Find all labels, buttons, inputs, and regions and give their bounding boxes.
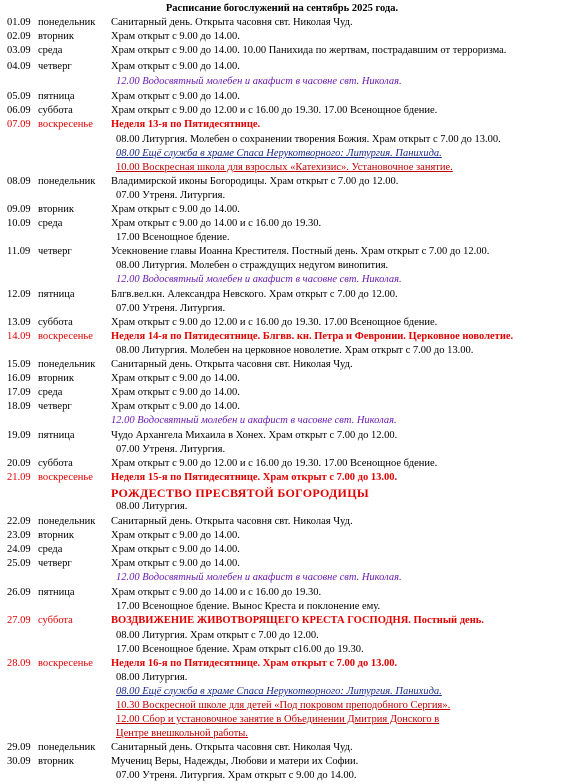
row-text: Санитарный день. Открыта часовня свт. Николая Чуд. — [111, 516, 353, 527]
schedule-row — [0, 288, 564, 302]
row-text: 08.00 Литургия. — [116, 501, 188, 512]
row-text: 07.00 Утреня. Литургия. — [116, 303, 226, 314]
schedule-row — [0, 671, 564, 685]
row-date: 08.09 — [7, 176, 31, 187]
row-text: 08.00 Литургия. Молебен на церковное новолетие. Храм открыт с 7.00 до 13.00. — [116, 345, 474, 356]
row-text: Храм открыт с 9.00 до 14.00. — [111, 530, 240, 541]
row-text: 10.00 Воскресная школа для взрослых «Катехизис». Установочное занятие. — [116, 162, 453, 173]
row-date: 30.09 — [7, 756, 31, 767]
row-date: 27.09 — [7, 615, 31, 626]
schedule-row — [0, 133, 564, 147]
schedule-row — [0, 386, 564, 400]
row-day: четверг — [38, 558, 72, 569]
row-day: вторник — [38, 204, 74, 215]
schedule-row — [0, 161, 564, 175]
schedule-row — [0, 643, 564, 657]
row-text: Санитарный день. Открыта часовня свт. Николая Чуд. — [111, 359, 353, 370]
schedule-row — [0, 543, 564, 557]
row-text: 12.00 Водосвятный молебен и акафист в часовне свт. Николая. — [116, 274, 402, 285]
row-date: 07.09 — [7, 119, 31, 130]
schedule-row — [0, 414, 564, 428]
row-day: среда — [38, 218, 63, 229]
row-text: 08.00 Ещё служба в храме Спаса Нерукотворного: Литургия. Панихида. — [116, 148, 442, 159]
row-text: Неделя 13-я по Пятидесятнице. — [111, 119, 261, 130]
row-text: Санитарный день. Открыта часовня свт. Николая Чуд. — [111, 17, 353, 28]
schedule-row — [0, 330, 564, 344]
row-text: 07.00 Утреня. Литургия. — [116, 444, 226, 455]
schedule-row — [0, 217, 564, 231]
row-day: понедельник — [38, 516, 96, 527]
row-text: 08.00 Литургия. Молебен о страждущих недугом винопития. — [116, 260, 389, 271]
row-text: 08.00 Ещё служба в храме Спаса Нерукотворного: Литургия. Панихида. — [116, 686, 442, 697]
schedule-row — [0, 529, 564, 543]
row-date: 28.09 — [7, 658, 31, 669]
row-text: Владимирской иконы Богородицы. Храм открыт с 7.00 до 12.00. — [111, 176, 399, 187]
schedule-row — [0, 400, 564, 414]
row-day: суббота — [38, 105, 73, 116]
row-text: Неделя 15-я по Пятидесятнице. Храм открыт с 7.00 до 13.00. — [111, 472, 398, 483]
row-date: 02.09 — [7, 31, 31, 42]
row-text: Усекновение главы Иоанна Крестителя. Постный день. Храм открыт с 7.00 до 12.00. — [111, 246, 490, 257]
schedule-row — [0, 685, 564, 699]
row-day: четверг — [38, 401, 72, 412]
row-day: понедельник — [38, 17, 96, 28]
row-text: 12.00 Водосвятный молебен и акафист в часовне свт. Николая. — [116, 572, 402, 583]
row-text: Храм открыт с 9.00 до 14.00. — [111, 61, 240, 72]
row-day: вторник — [38, 530, 74, 541]
schedule-row — [0, 372, 564, 386]
row-text: 07.00 Утреня. Литургия. Храм открыт с 9.00 до 14.00. — [116, 770, 357, 781]
schedule-row — [0, 486, 564, 500]
schedule-row — [0, 147, 564, 161]
row-date: 26.09 — [7, 587, 31, 598]
schedule-row — [0, 500, 564, 514]
row-text: Храм открыт с 9.00 до 12.00 и с 16.00 до 19.30. 17.00 Всенощное бдение. — [111, 458, 438, 469]
row-text: 17.00 Всенощное бдение. Вынос Креста и поклонение ему. — [116, 601, 381, 612]
row-date: 14.09 — [7, 331, 31, 342]
schedule-row — [0, 657, 564, 671]
row-day: среда — [38, 544, 63, 555]
row-date: 23.09 — [7, 530, 31, 541]
schedule-row — [0, 358, 564, 372]
schedule-row — [0, 629, 564, 643]
schedule-row — [0, 302, 564, 316]
row-date: 06.09 — [7, 105, 31, 116]
row-date: 12.09 — [7, 289, 31, 300]
row-text: Неделя 14-я по Пятидесятнице. Блгвв. кн. Петра и Февронии. Церковное новолетие. — [111, 331, 514, 342]
row-text: 12.00 Водосвятный молебен и акафист в часовне свт. Николая. — [111, 415, 397, 426]
schedule-row — [0, 259, 564, 273]
row-text: Храм открыт с 9.00 до 14.00 и с 16.00 до 19.30. — [111, 218, 322, 229]
row-date: 25.09 — [7, 558, 31, 569]
row-text: Храм открыт с 9.00 до 12.00 и с 16.00 до 19.30. 17.00 Всенощное бдение. — [111, 105, 438, 116]
schedule-row — [0, 44, 564, 58]
row-date: 19.09 — [7, 430, 31, 441]
row-text: Храм открыт с 9.00 до 14.00. — [111, 31, 240, 42]
schedule-row — [0, 344, 564, 358]
row-day: пятница — [38, 91, 75, 102]
schedule-row — [0, 203, 564, 217]
row-day: вторник — [38, 756, 74, 767]
row-day: четверг — [38, 61, 72, 72]
schedule-row — [0, 175, 564, 189]
schedule-row — [0, 614, 564, 628]
row-text: Храм открыт с 9.00 до 14.00. — [111, 558, 240, 569]
row-date: 03.09 — [7, 45, 31, 56]
row-date: 24.09 — [7, 544, 31, 555]
row-text: Блгв.вел.кн. Александра Невского. Храм открыт с 7.00 до 12.00. — [111, 289, 398, 300]
schedule-row — [0, 699, 564, 713]
row-text: Храм открыт с 9.00 до 14.00. — [111, 373, 240, 384]
row-text: Храм открыт с 9.00 до 12.00 и с 16.00 до 19.30. 17.00 Всенощное бдение. — [111, 317, 438, 328]
row-date: 22.09 — [7, 516, 31, 527]
row-date: 11.09 — [7, 246, 31, 257]
row-date: 20.09 — [7, 458, 31, 469]
schedule-row — [0, 118, 564, 132]
schedule-row — [0, 104, 564, 118]
row-date: 29.09 — [7, 742, 31, 753]
row-day: пятница — [38, 289, 75, 300]
row-date: 17.09 — [7, 387, 31, 398]
schedule-row — [0, 60, 564, 74]
row-day: понедельник — [38, 742, 96, 753]
row-date: 01.09 — [7, 17, 31, 28]
row-day: воскресенье — [38, 472, 93, 483]
schedule-row — [0, 316, 564, 330]
row-day: понедельник — [38, 176, 96, 187]
row-date: 09.09 — [7, 204, 31, 215]
schedule-row — [0, 429, 564, 443]
schedule-row — [0, 443, 564, 457]
row-text: 08.00 Литургия. — [116, 672, 188, 683]
row-date: 15.09 — [7, 359, 31, 370]
row-text: РОЖДЕСТВО ПРЕСВЯТОЙ БОГОРОДИЦЫ — [111, 486, 369, 500]
row-day: суббота — [38, 615, 73, 626]
row-date: 10.09 — [7, 218, 31, 229]
schedule-row — [0, 586, 564, 600]
row-date: 05.09 — [7, 91, 31, 102]
schedule-row — [0, 515, 564, 529]
row-day: воскресенье — [38, 658, 93, 669]
row-date: 04.09 — [7, 61, 31, 72]
row-text: Неделя 16-я по Пятидесятнице. Храм открыт с 7.00 до 13.00. — [111, 658, 398, 669]
row-day: воскресенье — [38, 119, 93, 130]
schedule-row — [0, 273, 564, 287]
schedule-row — [0, 16, 564, 30]
row-day: вторник — [38, 373, 74, 384]
row-text: Храм открыт с 9.00 до 14.00. — [111, 91, 240, 102]
schedule-row — [0, 457, 564, 471]
schedule-row — [0, 30, 564, 44]
row-day: пятница — [38, 587, 75, 598]
row-date: 21.09 — [7, 472, 31, 483]
row-text: 10.30 Воскресной школе для детей «Под покровом преподобного Сергия». — [116, 700, 451, 711]
row-day: воскресенье — [38, 331, 93, 342]
row-text: Храм открыт с 9.00 до 14.00. — [111, 401, 240, 412]
schedule-row — [0, 471, 564, 485]
row-day: суббота — [38, 458, 73, 469]
schedule-row — [0, 189, 564, 203]
row-text: Храм открыт с 9.00 до 14.00. — [111, 544, 240, 555]
row-text: 07.00 Утреня. Литургия. — [116, 190, 226, 201]
row-text: Храм открыт с 9.00 до 14.00. 10.00 Панихида по жертвам, пострадавшим от терроризма. — [111, 45, 507, 56]
schedule-row — [0, 713, 564, 727]
row-text: Чудо Архангела Михаила в Хонех. Храм открыт с 7.00 до 12.00. — [111, 430, 398, 441]
row-day: среда — [38, 45, 63, 56]
schedule-row — [0, 231, 564, 245]
row-text: Храм открыт с 9.00 до 14.00. — [111, 387, 240, 398]
row-date: 13.09 — [7, 317, 31, 328]
row-text: 17.00 Всенощное бдение. — [116, 232, 230, 243]
row-text: ВОЗДВИЖЕНИЕ ЖИВОТВОРЯЩЕГО КРЕСТА ГОСПОДНЯ. Постный день. — [111, 615, 484, 626]
document-title: Расписание богослужений на сентябрь 2025 года. — [165, 3, 399, 14]
row-text: Храм открыт с 9.00 до 14.00. — [111, 204, 240, 215]
schedule-row — [0, 90, 564, 104]
row-date: 16.09 — [7, 373, 31, 384]
row-text: Санитарный день. Открыта часовня свт. Николая Чуд. — [111, 742, 353, 753]
row-day: вторник — [38, 31, 74, 42]
schedule-row — [0, 571, 564, 585]
schedule-row — [0, 557, 564, 571]
row-text: Центре внешкольной работы. — [116, 728, 248, 739]
row-text: 12.00 Водосвятный молебен и акафист в часовне свт. Николая. — [116, 76, 402, 87]
row-day: среда — [38, 387, 63, 398]
row-text: 08.00 Литургия. Храм открыт с 7.00 до 12.00. — [116, 630, 319, 641]
schedule-row — [0, 245, 564, 259]
row-text: Храм открыт с 9.00 до 14.00 и с 16.00 до 19.30. — [111, 587, 322, 598]
row-day: четверг — [38, 246, 72, 257]
row-text: 12.00 Сбор и установочное занятие в Объединении Дмитрия Донского в — [116, 714, 440, 725]
schedule-row — [0, 741, 564, 755]
schedule-row — [0, 75, 564, 89]
schedule-row — [0, 769, 564, 783]
schedule-row — [0, 600, 564, 614]
schedule-row — [0, 755, 564, 769]
row-text: 17.00 Всенощное бдение. Храм открыт с16.00 до 19.30. — [116, 644, 364, 655]
row-day: понедельник — [38, 359, 96, 370]
schedule-row — [0, 727, 564, 741]
row-date: 18.09 — [7, 401, 31, 412]
row-day: пятница — [38, 430, 75, 441]
row-day: суббота — [38, 317, 73, 328]
row-text: Мучениц Веры, Надежды, Любови и матери их Софии. — [111, 756, 359, 767]
row-text: 08.00 Литургия. Молебен о сохранении творения Божия. Храм открыт с 7.00 до 13.00. — [116, 134, 501, 145]
